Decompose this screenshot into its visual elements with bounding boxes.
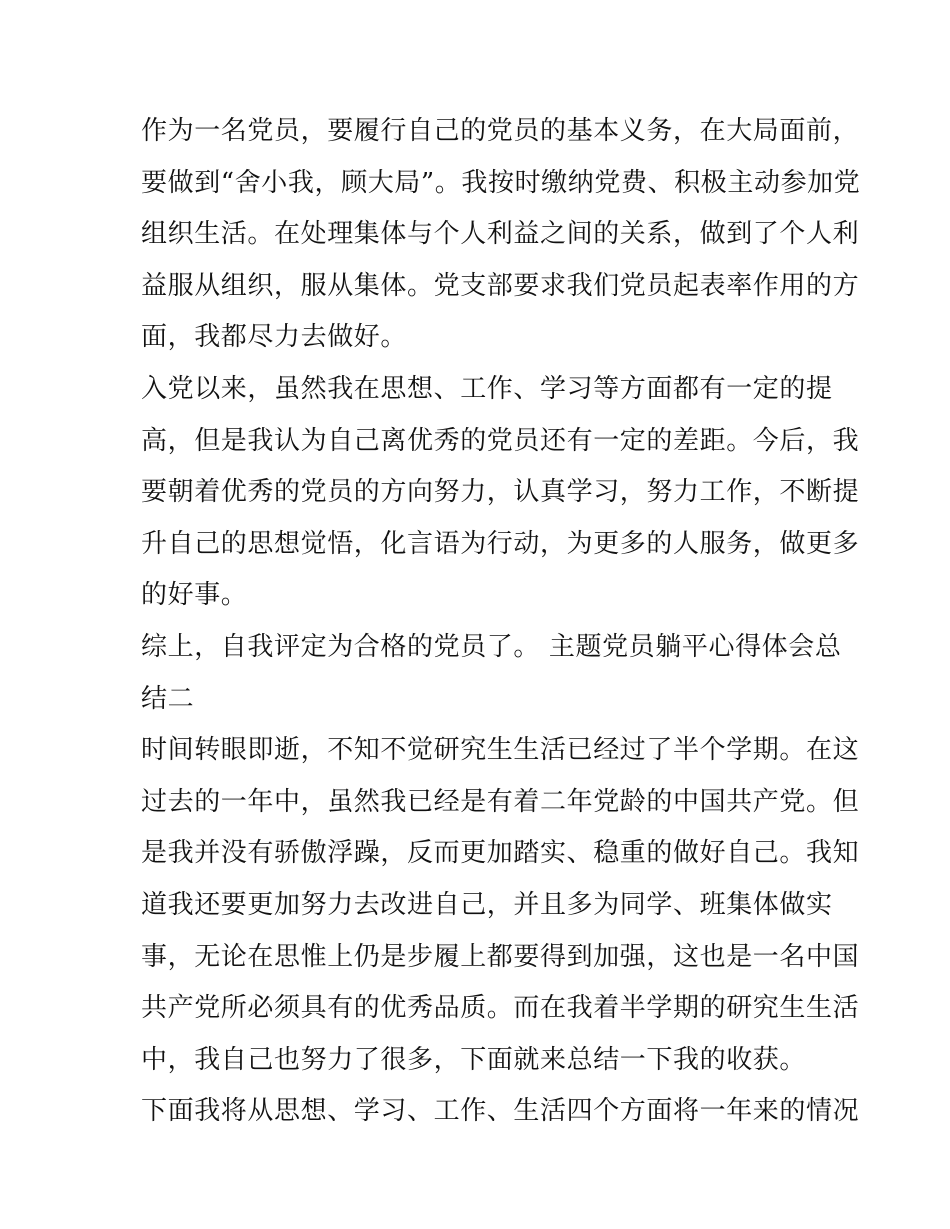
text-line: 时间转眼即逝，不知不觉研究生生活已经过了半个学期。在这 [141, 735, 860, 766]
text-line: 共产党所必须具有的优秀品质。而在我着半学期的研究生生活 [141, 993, 860, 1024]
document-body [141, 106, 861, 1138]
text-line: 的好事。 [141, 580, 248, 611]
text-line: 组织生活。在处理集体与个人利益之间的关系，做到了个人利 [141, 219, 860, 250]
text-line: 作为一名党员，要履行自己的党员的基本义务，在大局面前， [141, 116, 860, 146]
text-line: 面，我都尽力去做好。 [141, 322, 408, 353]
text-line: 是我并没有骄傲浮躁，反而更加踏实、稳重的做好自己。我知 [141, 838, 860, 869]
text-line: 下面我将从思想、学习、工作、生活四个方面将一年来的情况 [141, 1096, 860, 1127]
text-line: 过去的一年中，虽然我已经是有着二年党龄的中国共产党。但 [141, 786, 860, 817]
text-line: 综上，自我评定为合格的党员了。 主题党员躺平心得体会总 [141, 631, 842, 662]
text-line: 要朝着优秀的党员的方向努力，认真学习，努力工作，不断提 [141, 477, 860, 508]
text-line: 要做到“舍小我，顾大局”。我按时缴纳党费、积极主动参加党 [141, 167, 861, 198]
text-line: 升自己的思想觉悟，化言语为行动，为更多的人服务，做更多 [141, 528, 860, 559]
text-line: 高，但是我认为自己离优秀的党员还有一定的差距。今后，我 [141, 425, 860, 456]
text-line: 结二 [141, 683, 195, 714]
text-line: 中，我自己也努力了很多，下面就来总结一下我的收获。 [141, 1044, 807, 1075]
text-line: 道我还要更加努力去改进自己，并且多为同学、班集体做实 [141, 889, 833, 920]
text-line: 入党以来，虽然我在思想、工作、学习等方面都有一定的提 [141, 373, 833, 404]
text-line: 事，无论在思惟上仍是步履上都要得到加强，这也是一名中国 [141, 941, 860, 972]
text-line: 益服从组织，服从集体。党支部要求我们党员起表率作用的方 [141, 270, 860, 301]
